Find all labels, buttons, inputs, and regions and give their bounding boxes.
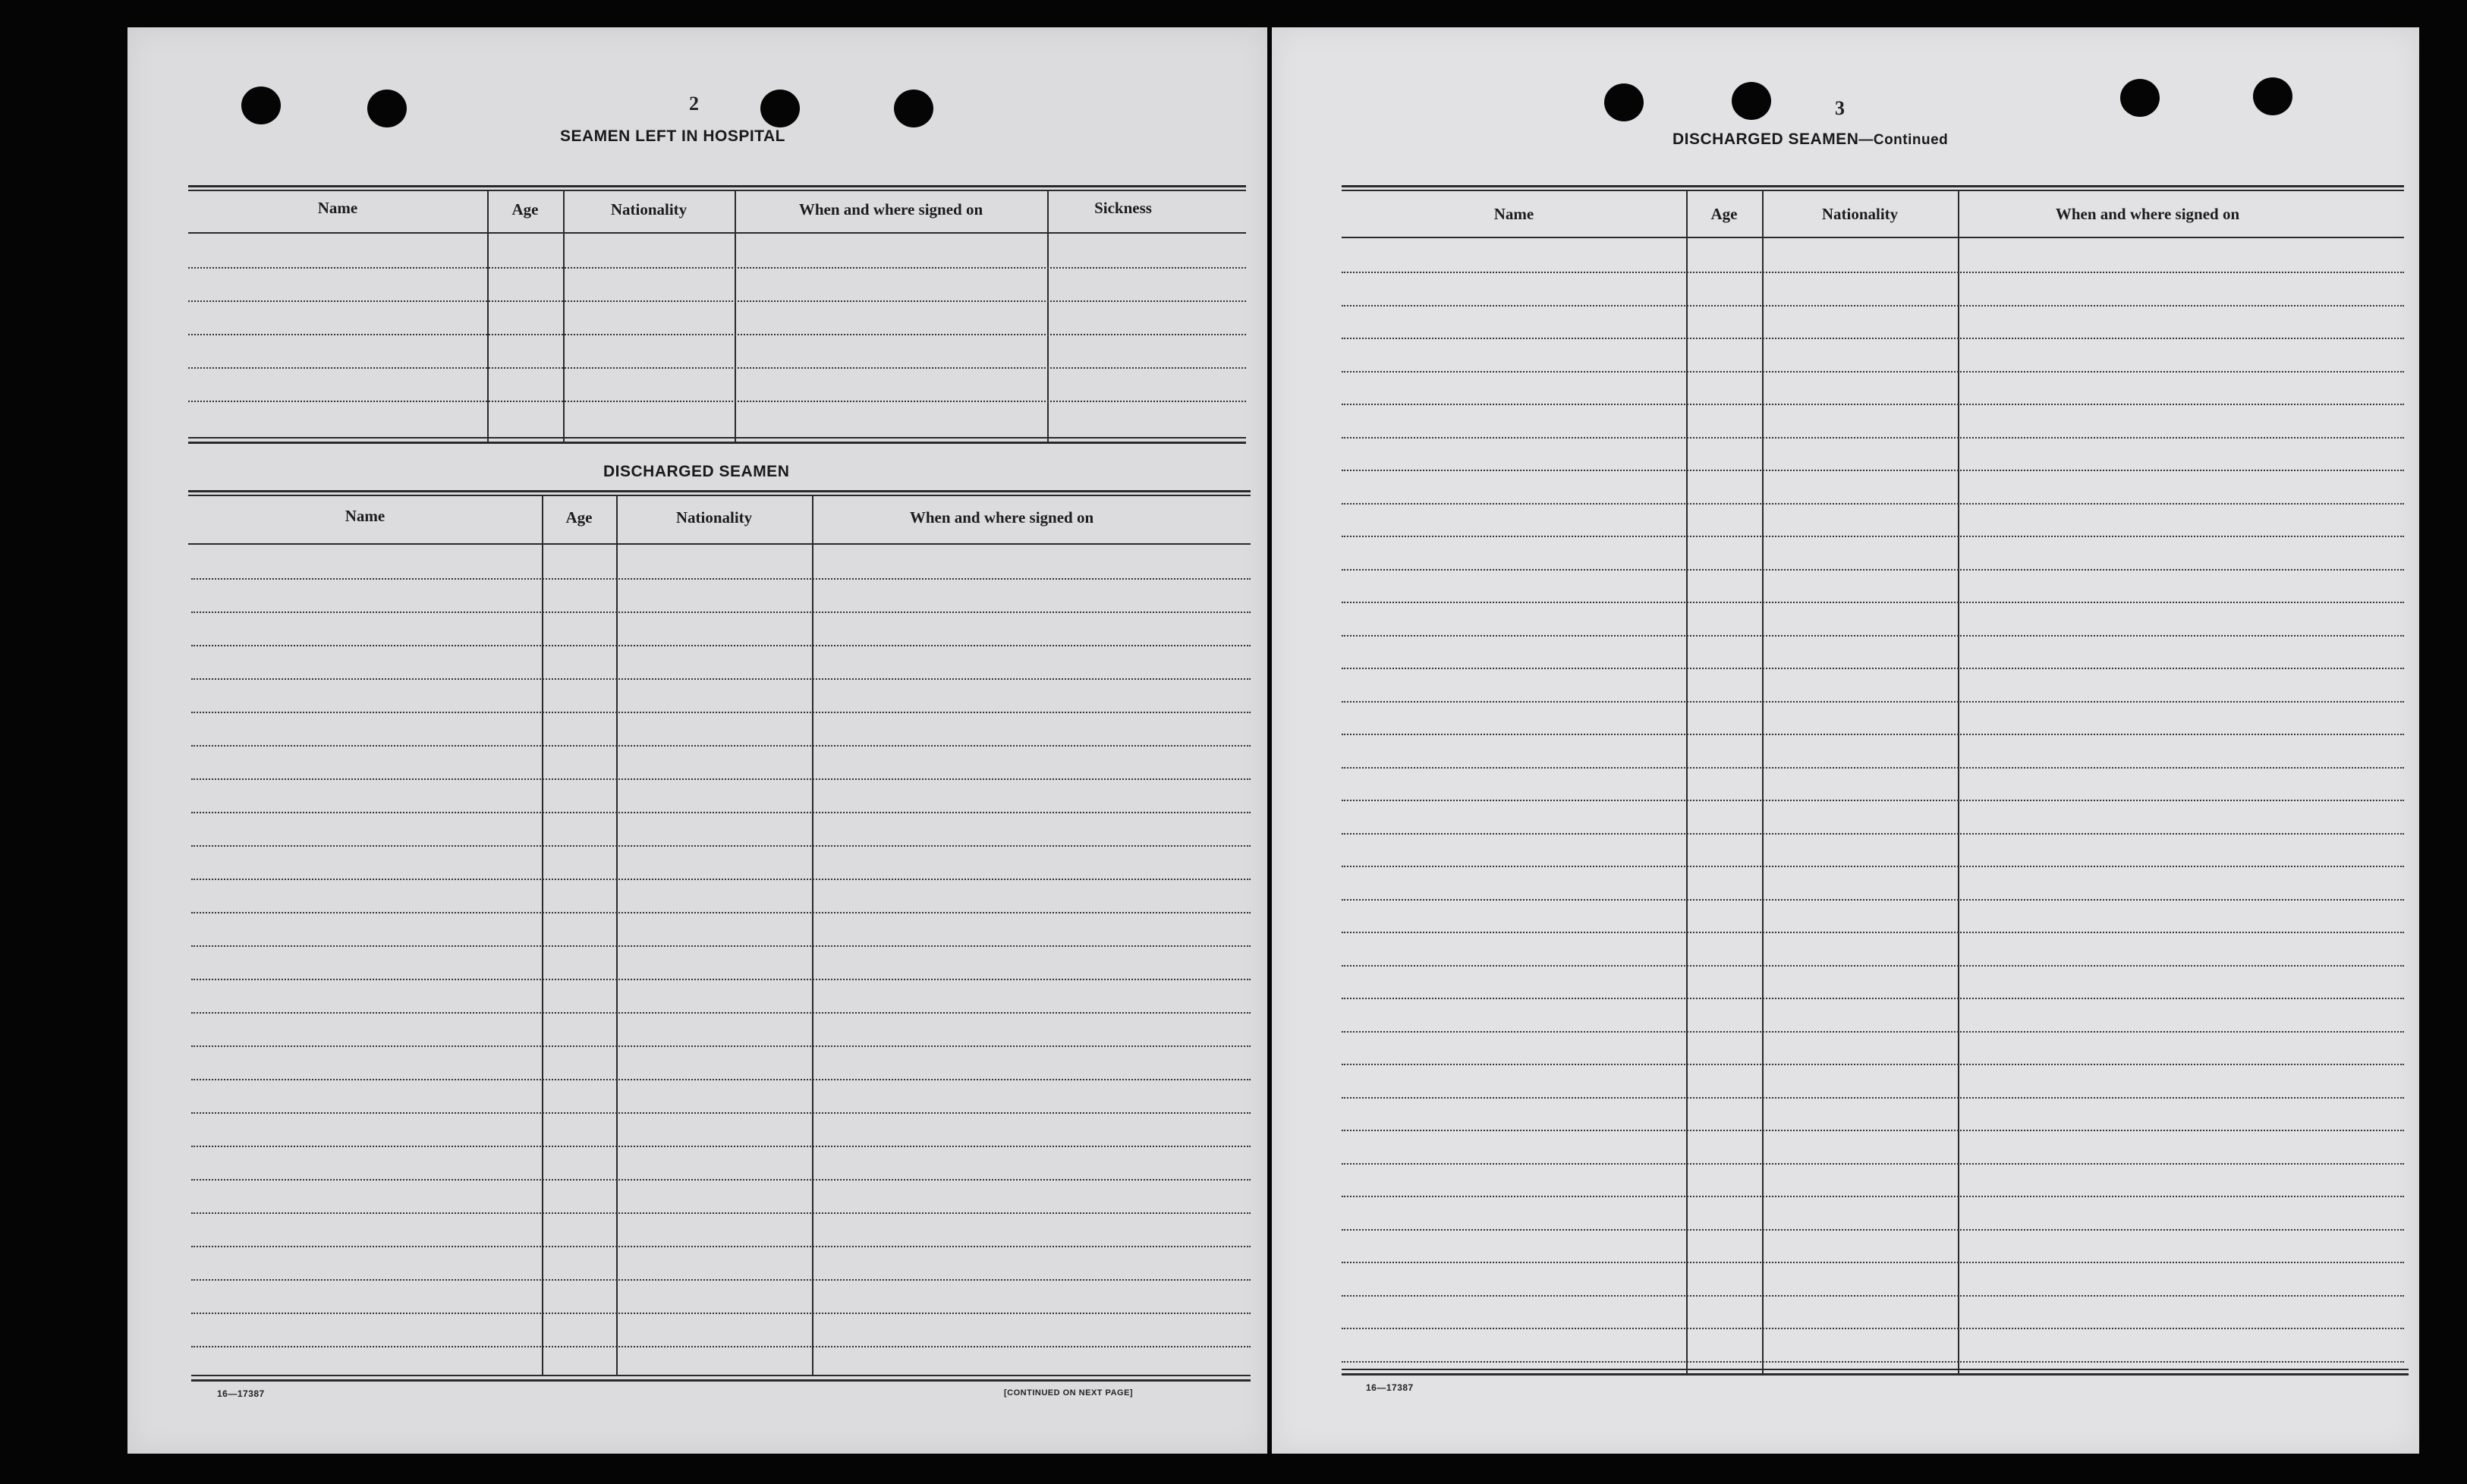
table-row — [1342, 602, 2404, 603]
table-bottom-rule — [1342, 1373, 2409, 1376]
table-row — [1342, 338, 2404, 339]
table-top-rule — [188, 495, 1251, 496]
discharged-continued-title — [1672, 130, 1948, 149]
table-row — [1342, 635, 2404, 637]
punch-hole — [894, 90, 933, 127]
table-row — [1342, 503, 2404, 505]
table-bottom-rule — [191, 1379, 1251, 1382]
column-divider — [812, 496, 813, 1376]
table-row — [191, 979, 1251, 980]
table-row — [1342, 1328, 2404, 1329]
table-row — [1342, 1031, 2404, 1033]
table-row — [191, 1079, 1251, 1080]
table-row — [1342, 932, 2404, 933]
right-page — [1272, 27, 2419, 1454]
punch-hole — [2253, 77, 2292, 115]
table-row — [1342, 272, 2404, 273]
column-header-signed-on: When and where signed on — [798, 200, 983, 219]
table-row — [191, 1212, 1251, 1214]
section-title-suffix: —Continued — [1858, 132, 1949, 148]
table-row — [191, 1045, 1251, 1047]
table-row — [1342, 371, 2404, 373]
table-row — [191, 712, 1251, 713]
table-row — [1342, 1130, 2404, 1131]
column-header-signed-on: When and where signed on — [2055, 205, 2240, 223]
table-row — [1342, 1163, 2404, 1165]
table-row — [188, 367, 1246, 369]
column-divider — [1047, 191, 1049, 442]
column-header-name: Name — [317, 199, 358, 217]
section-title-text: DISCHARGED SEAMEN — [1672, 130, 1859, 148]
form-number: 16—17387 — [1366, 1382, 1414, 1393]
table-row — [191, 1246, 1251, 1247]
column-header-sickness: Sickness — [1094, 199, 1152, 217]
table-row — [191, 1313, 1251, 1314]
table-row — [191, 1112, 1251, 1114]
table-row — [191, 1279, 1251, 1281]
column-divider — [735, 191, 736, 442]
punch-hole — [241, 86, 281, 124]
column-header-name: Name — [1493, 205, 1534, 223]
table-top-rule — [188, 490, 1251, 492]
column-header-name: Name — [345, 507, 385, 525]
table-row — [1342, 1097, 2404, 1099]
table-row — [191, 578, 1251, 580]
table-row — [191, 1012, 1251, 1014]
table-row — [1342, 1196, 2404, 1197]
table-row — [1342, 668, 2404, 669]
left-page — [127, 27, 1267, 1454]
table-row — [1342, 1229, 2404, 1231]
table-row — [1342, 536, 2404, 537]
column-header-age: Age — [511, 200, 539, 219]
table-row — [1342, 767, 2404, 769]
punch-hole — [1604, 83, 1644, 121]
table-row — [191, 1346, 1251, 1347]
table-row — [1342, 866, 2404, 867]
table-row — [1342, 1064, 2404, 1065]
table-row — [188, 267, 1246, 269]
table-row — [1342, 470, 2404, 471]
table-row — [1342, 734, 2404, 735]
table-row — [1342, 998, 2404, 999]
table-row — [191, 945, 1251, 947]
table-row — [1342, 569, 2404, 571]
form-number: 16—17387 — [217, 1388, 265, 1399]
table-row — [1342, 305, 2404, 307]
column-divider — [487, 191, 489, 442]
table-row — [191, 879, 1251, 880]
column-header-nationality: Nationality — [610, 200, 688, 219]
table-row — [191, 912, 1251, 913]
table-row — [1342, 899, 2404, 901]
punch-hole — [760, 90, 800, 127]
column-header-nationality: Nationality — [1821, 205, 1899, 223]
page-number: 2 — [689, 93, 699, 115]
table-row — [191, 812, 1251, 813]
table-row — [191, 678, 1251, 680]
column-divider — [563, 191, 565, 442]
table-row — [191, 1146, 1251, 1147]
table-row — [191, 612, 1251, 613]
table-row — [191, 745, 1251, 747]
table-row — [1342, 404, 2404, 405]
column-header-age: Age — [1710, 205, 1738, 223]
table-row — [1342, 1262, 2404, 1263]
table-bottom-rule — [188, 442, 1246, 444]
table-row — [191, 845, 1251, 847]
table-row — [1342, 437, 2404, 439]
punch-hole — [367, 90, 407, 127]
table-row — [1342, 965, 2404, 967]
table-row — [188, 401, 1246, 402]
continued-note: [CONTINUED ON NEXT PAGE] — [1004, 1388, 1134, 1398]
table-row — [1342, 1361, 2404, 1363]
column-divider — [616, 496, 618, 1376]
table-row — [188, 334, 1246, 335]
table-row — [191, 645, 1251, 646]
table-row — [1342, 800, 2404, 801]
table-row — [188, 300, 1246, 302]
table-row — [191, 778, 1251, 780]
table-top-rule — [188, 185, 1246, 187]
table-bottom-rule — [191, 1375, 1251, 1376]
punch-hole — [1732, 82, 1771, 120]
discharged-section-title: DISCHARGED SEAMEN — [603, 463, 790, 480]
header-rule — [1342, 237, 2404, 238]
column-header-signed-on: When and where signed on — [909, 508, 1094, 527]
table-row — [1342, 701, 2404, 703]
table-top-rule — [1342, 190, 2404, 191]
table-top-rule — [188, 190, 1246, 191]
table-top-rule — [1342, 185, 2404, 187]
punch-hole — [2120, 79, 2160, 117]
table-bottom-rule — [1342, 1369, 2409, 1370]
table-bottom-rule — [188, 437, 1246, 439]
column-divider — [542, 496, 543, 1376]
column-header-age: Age — [565, 508, 593, 527]
column-header-nationality: Nationality — [675, 508, 753, 527]
hospital-section-title: SEAMEN LEFT IN HOSPITAL — [560, 127, 785, 145]
table-row — [1342, 1295, 2404, 1297]
header-rule — [188, 232, 1246, 234]
table-row — [191, 1179, 1251, 1181]
page-number: 3 — [1835, 97, 1845, 119]
header-rule — [188, 543, 1251, 545]
table-row — [1342, 833, 2404, 835]
